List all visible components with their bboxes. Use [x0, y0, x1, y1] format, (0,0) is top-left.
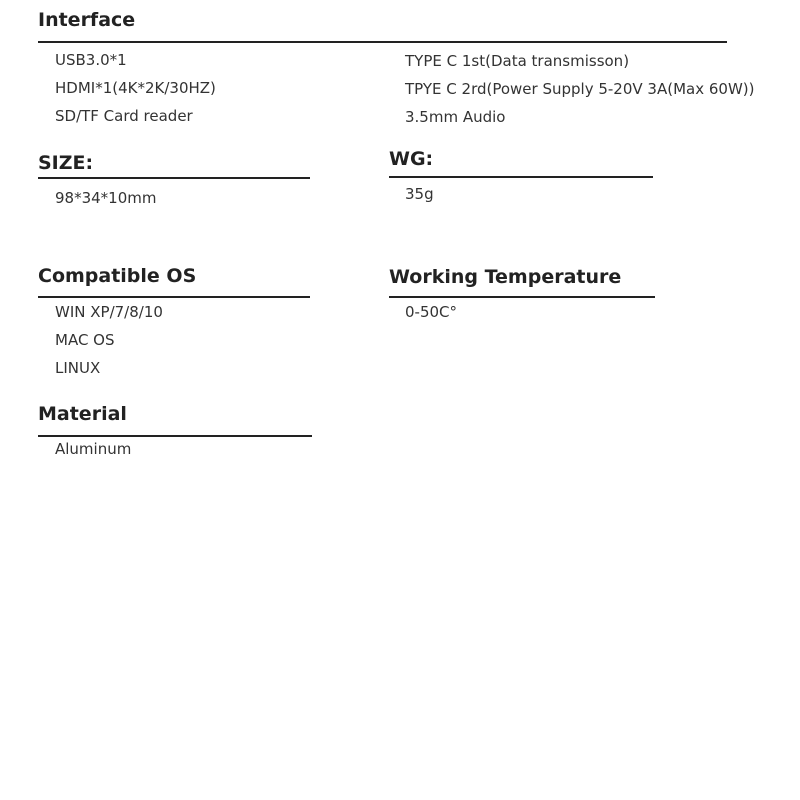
interface-item-hdmi: HDMI*1(4K*2K/30HZ)	[55, 79, 216, 97]
os-item-windows: WIN XP/7/8/10	[55, 303, 163, 321]
interface-item-type-c-1st: TYPE C 1st(Data transmisson)	[405, 52, 630, 70]
weight-value: 35g	[405, 185, 434, 203]
size-value: 98*34*10mm	[55, 189, 157, 207]
compatible-os-heading: Compatible OS	[38, 265, 197, 287]
compatible-os-divider	[38, 296, 310, 298]
material-value: Aluminum	[55, 440, 132, 458]
material-heading: Material	[38, 403, 127, 425]
size-divider	[38, 177, 310, 179]
os-item-mac: MAC OS	[55, 331, 115, 349]
working-temperature-value: 0-50C°	[405, 303, 458, 321]
interface-heading: Interface	[38, 9, 136, 31]
interface-item-type-c-2rd: TPYE C 2rd(Power Supply 5-20V 3A(Max 60W))	[405, 80, 755, 98]
interface-item-card-reader: SD/TF Card reader	[55, 107, 193, 125]
interface-divider	[38, 41, 727, 43]
weight-heading: WG:	[389, 148, 434, 170]
interface-item-usb: USB3.0*1	[55, 51, 127, 69]
size-heading: SIZE:	[38, 152, 94, 174]
os-item-linux: LINUX	[55, 359, 101, 377]
working-temperature-divider	[389, 296, 655, 298]
material-divider	[38, 435, 312, 437]
interface-item-audio: 3.5mm Audio	[405, 108, 506, 126]
weight-divider	[389, 176, 653, 178]
working-temperature-heading: Working Temperature	[389, 266, 622, 288]
